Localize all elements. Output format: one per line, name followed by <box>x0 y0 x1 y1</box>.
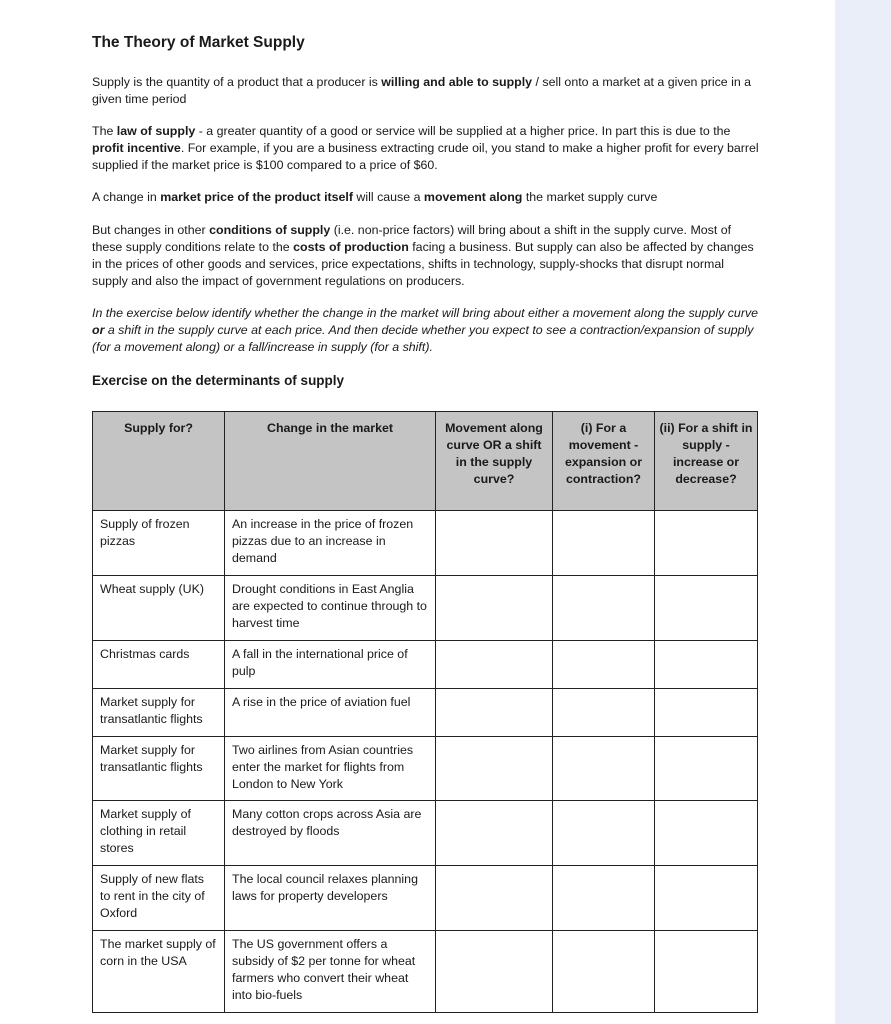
answer-cell-movement-or-shift[interactable] <box>436 689 553 737</box>
cell-change: Two airlines from Asian countries enter the market for flights from London to New York <box>225 737 436 801</box>
table-row <box>93 866 758 931</box>
answer-cell-movement-or-shift[interactable] <box>436 931 553 1013</box>
cell-change: Many cotton crops across Asia are destroyed by floods <box>225 801 436 866</box>
cell-change: An increase in the price of frozen pizzas due to an increase in demand <box>225 511 436 576</box>
cell-supply-for: Market supply for transatlantic flights <box>93 689 225 737</box>
cell-supply-for: Supply of new flats to rent in the city of Oxford <box>93 866 225 931</box>
cell-supply-for: Wheat supply (UK) <box>93 576 225 641</box>
header-movement-or-shift: Movement along curve OR a shift in the supply curve? <box>436 412 553 511</box>
header-supply-for: Supply for? <box>93 412 225 511</box>
answer-cell-expansion-contraction[interactable] <box>553 689 655 737</box>
table-row <box>93 801 758 866</box>
answer-cell-movement-or-shift[interactable] <box>436 737 553 801</box>
paragraph-supply-definition: Supply is the quantity of a product that a producer is willing and able to supply / sell onto a market at a given price in a given time period <box>92 75 752 106</box>
cell-change: Drought conditions in East Anglia are expected to continue through to harvest time <box>225 576 436 641</box>
answer-cell-movement-or-shift[interactable] <box>436 576 553 641</box>
cell-supply-for: Market supply of clothing in retail stores <box>93 801 225 866</box>
answer-cell-expansion-contraction[interactable] <box>553 511 655 576</box>
table-row <box>93 737 758 801</box>
answer-cell-movement-or-shift[interactable] <box>436 866 553 931</box>
cell-supply-for: Supply of frozen pizzas <box>93 511 225 576</box>
answer-cell-increase-decrease[interactable] <box>655 689 758 737</box>
answer-cell-expansion-contraction[interactable] <box>553 737 655 801</box>
page-title: The Theory of Market Supply <box>92 34 305 51</box>
paragraph-movement-along: A change in market price of the product itself will cause a movement along the market supply curve <box>92 190 658 204</box>
answer-cell-expansion-contraction[interactable] <box>553 801 655 866</box>
table-row <box>93 689 758 737</box>
cell-change: The local council relaxes planning laws for property developers <box>225 866 436 931</box>
table-row <box>93 576 758 641</box>
table-header-row <box>93 412 758 511</box>
answer-cell-expansion-contraction[interactable] <box>553 931 655 1013</box>
paragraph-law-of-supply: The law of supply - a greater quantity of a good or service will be supplied at a higher price. In part this is due to the profit incentive. For example, if you are a business extracting crude oil, you stand to make a higher profit for every barrel supplied if the market price is $100 compared to a price of $60. <box>92 124 759 172</box>
answer-cell-expansion-contraction[interactable] <box>553 866 655 931</box>
cell-change: A fall in the international price of pulp <box>225 641 436 689</box>
cell-change: The US government offers a subsidy of $2 per tonne for wheat farmers who convert their wheat into bio-fuels <box>225 931 436 1013</box>
answer-cell-movement-or-shift[interactable] <box>436 641 553 689</box>
answer-cell-increase-decrease[interactable] <box>655 866 758 931</box>
table-row <box>93 931 758 1013</box>
answer-cell-expansion-contraction[interactable] <box>553 641 655 689</box>
exercise-title: Exercise on the determinants of supply <box>92 373 345 388</box>
cell-change: A rise in the price of aviation fuel <box>225 689 436 737</box>
answer-cell-increase-decrease[interactable] <box>655 576 758 641</box>
cell-supply-for: The market supply of corn in the USA <box>93 931 225 1013</box>
answer-cell-movement-or-shift[interactable] <box>436 801 553 866</box>
paragraph-conditions-of-supply: But changes in other conditions of supply (i.e. non-price factors) will bring about a shift in the supply curve. Most of these supply conditions relate to the costs of production facing a business. But supply can also be affected by changes in the prices of other goods and services, price expectations, shifts in technology, supply-shocks that disrupt normal supply and also the impact of government regulations on producers. <box>92 223 754 288</box>
answer-cell-increase-decrease[interactable] <box>655 737 758 801</box>
answer-cell-increase-decrease[interactable] <box>655 931 758 1013</box>
cell-supply-for: Christmas cards <box>93 641 225 689</box>
answer-cell-increase-decrease[interactable] <box>655 511 758 576</box>
header-increase-or-decrease: (ii) For a shift in supply - increase or decrease? <box>655 412 758 511</box>
header-change-in-market: Change in the market <box>225 412 436 511</box>
answer-cell-increase-decrease[interactable] <box>655 641 758 689</box>
table-row <box>93 511 758 576</box>
paragraph-exercise-instructions: In the exercise below identify whether the change in the market will bring about either a movement along the supply curve or a shift in the supply curve at each price. And then decide whether you expect to see a contraction/expansion of supply (for a movement along) or a fall/increase in supply (for a shift). <box>92 306 759 354</box>
answer-cell-movement-or-shift[interactable] <box>436 511 553 576</box>
cell-supply-for: Market supply for transatlantic flights <box>93 737 225 801</box>
answer-cell-increase-decrease[interactable] <box>655 801 758 866</box>
exercise-table <box>92 411 758 1013</box>
header-expansion-or-contraction: (i) For a movement - expansion or contraction? <box>553 412 655 511</box>
answer-cell-expansion-contraction[interactable] <box>553 576 655 641</box>
table-row <box>93 641 758 689</box>
